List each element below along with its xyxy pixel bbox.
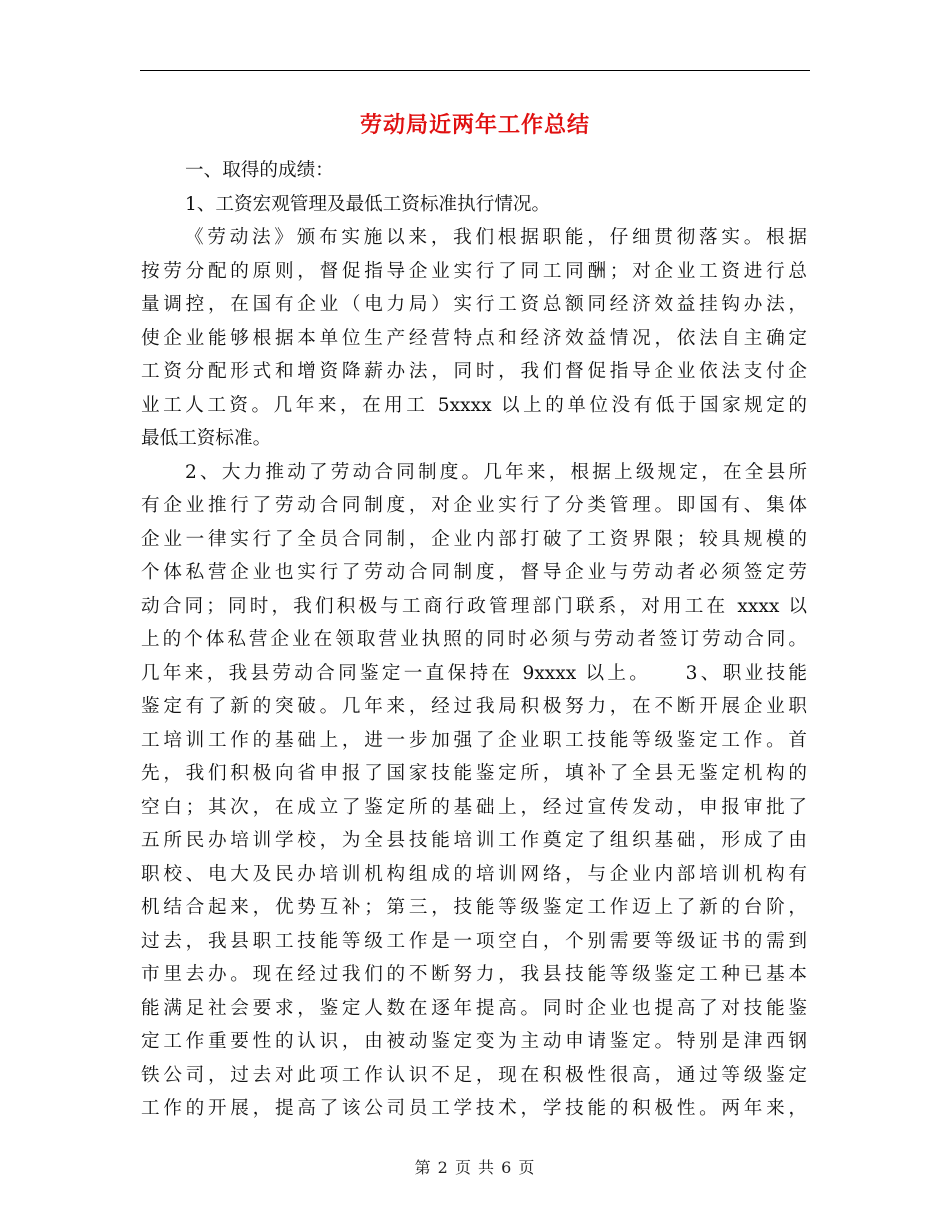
paragraph-line: 几年来，我县劳动合同鉴定一直保持在 9xxxx 以上。 3、职业技能 <box>141 662 807 684</box>
paragraph-line: 五所民办培训学校，为全县技能培训工作奠定了组织基础，形成了由 <box>141 830 807 851</box>
header-rule <box>140 70 810 71</box>
paragraph-line: 铁公司，过去对此项工作认识不足，现在积极性很高，通过等级鉴定 <box>141 1064 807 1086</box>
paragraph-line: 最低工资标准。 <box>141 428 272 449</box>
paragraph-line: 空白；其次，在成立了鉴定所的基础上，经过宣传发动，申报审批了 <box>141 796 807 818</box>
paragraph-line: 机结合起来，优势互补；第三，技能等级鉴定工作迈上了新的台阶， <box>141 897 807 918</box>
paragraph-line: 能满足社会要求，鉴定人数在逐年提高。同时企业也提高了对技能鉴 <box>141 997 807 1019</box>
section-heading: 一、取得的成绩： <box>185 160 334 181</box>
paragraph-line: 市里去办。现在经过我们的不断努力，我县技能等级鉴定工种已基本 <box>141 964 807 985</box>
paragraph-line: 使企业能够根据本单位生产经营特点和经济效益情况，依法自主确定 <box>141 327 807 349</box>
paragraph-line: 定工作重要性的认识，由被动鉴定变为主动申请鉴定。特别是津西钢 <box>141 1031 807 1052</box>
paragraph-line: 动合同；同时，我们积极与工商行政管理部门联系，对用工在 xxxx 以 <box>141 595 807 617</box>
subsection-heading: 1、工资宏观管理及最低工资标准执行情况。 <box>185 193 551 215</box>
paragraph-line: 工资分配形式和增资降薪办法，同时，我们督促指导企业依法支付企 <box>141 361 807 382</box>
paragraph-line: 先，我们积极向省申报了国家技能鉴定所，填补了全县无鉴定机构的 <box>141 763 807 784</box>
paragraph-line: 企业一律实行了全员合同制，企业内部打破了工资界限；较具规模的 <box>141 528 807 550</box>
paragraph-line: 职校、电大及民办培训机构组成的培训网络，与企业内部培训机构有 <box>141 863 807 885</box>
paragraph-line: 量调控，在国有企业（电力局）实行工资总额同经济效益挂钩办法， <box>141 294 807 315</box>
document-title: 劳动局近两年工作总结 <box>359 113 590 138</box>
paragraph-line: 上的个体私营企业在领取营业执照的同时必须与劳动者签订劳动合同。 <box>141 629 807 650</box>
document-body <box>141 154 807 1126</box>
paragraph-line: 过去，我县职工技能等级工作是一项空白，个别需要等级证书的需到 <box>141 930 807 952</box>
paragraph-line: 《劳动法》颁布实施以来，我们根据职能，仔细贯彻落实。根据 <box>185 227 807 248</box>
page-number: 第 2 页 共 6 页 <box>414 1158 536 1177</box>
paragraph-line: 个体私营企业也实行了劳动合同制度，督导企业与劳动者必须签定劳 <box>141 562 807 583</box>
paragraph-line: 鉴定有了新的突破。几年来，经过我局积极努力，在不断开展企业职 <box>141 696 807 717</box>
paragraph-line: 业工人工资。几年来，在用工 5xxxx 以上的单位没有低于国家规定的 <box>141 394 807 416</box>
paragraph-line: 按劳分配的原则，督促指导企业实行了同工同酬；对企业工资进行总 <box>141 260 807 282</box>
paragraph-line: 有企业推行了劳动合同制度，对企业实行了分类管理。即国有、集体 <box>141 495 807 516</box>
paragraph-line: 工培训工作的基础上，进一步加强了企业职工技能等级鉴定工作。首 <box>141 729 807 751</box>
paragraph-line: 工作的开展，提高了该公司员工学技术，学技能的积极性。两年来， <box>141 1098 807 1119</box>
paragraph-line: 2、大力推动了劳动合同制度。几年来，根据上级规定，在全县所 <box>185 461 807 483</box>
